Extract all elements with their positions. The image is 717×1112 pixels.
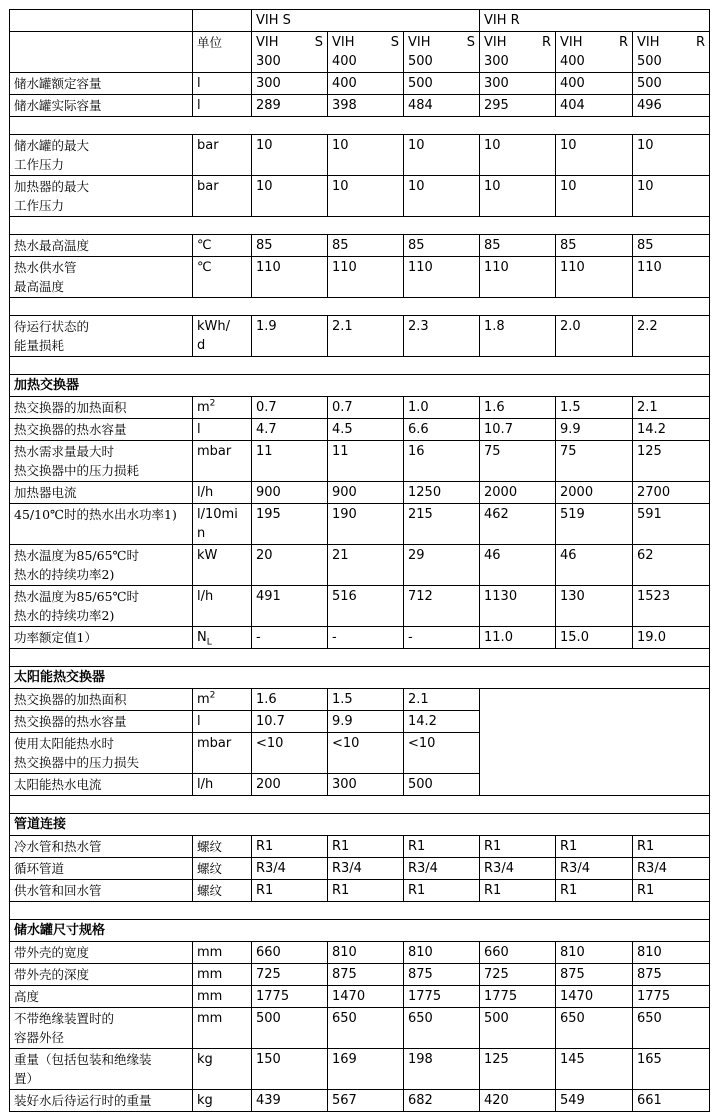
header-blank	[10, 32, 193, 73]
unit-header: 单位	[193, 32, 252, 73]
model-header	[252, 32, 328, 73]
section-heading: 太阳能热交换器	[10, 667, 710, 689]
spacer	[10, 298, 710, 316]
table-row	[10, 545, 710, 586]
table-row	[10, 586, 710, 627]
table-row	[10, 836, 710, 858]
table-row	[10, 73, 710, 95]
table-cell: 2.1	[328, 316, 404, 357]
table-cell: VIH	[408, 35, 431, 50]
table-cell: 875	[404, 964, 480, 986]
table-cell: 装好水后待运行时的重量	[10, 1090, 193, 1112]
table-cell: 循环管道	[10, 858, 193, 880]
section-row	[10, 920, 710, 942]
table-cell: 1.5	[328, 689, 404, 711]
table-cell: R1	[480, 880, 556, 902]
table-cell: 110	[480, 257, 556, 298]
spacer	[10, 649, 710, 667]
spacer-row	[10, 796, 710, 814]
table-cell: 11.0	[480, 627, 556, 649]
table-cell: bar	[193, 176, 252, 217]
table-cell: R3/4	[328, 858, 404, 880]
section-row	[10, 814, 710, 836]
table-cell: R3/4	[252, 858, 328, 880]
table-cell: R1	[404, 836, 480, 858]
table-cell: R3/4	[404, 858, 480, 880]
table-cell: 重量（包括包装和绝缘装 置）	[10, 1049, 193, 1090]
table-row	[10, 135, 710, 176]
table-cell: 491	[252, 586, 328, 627]
table-cell: 567	[328, 1090, 404, 1112]
table-cell: 519	[556, 504, 633, 545]
table-cell: 热交换器的加热面积	[10, 689, 193, 711]
table-row	[10, 986, 710, 1008]
model-header	[404, 32, 480, 73]
table-cell: kg	[193, 1090, 252, 1112]
table-cell: 2	[209, 398, 216, 409]
table-cell: 2.0	[556, 316, 633, 357]
model-header	[328, 32, 404, 73]
table-cell: kW	[193, 545, 252, 586]
table-cell: 10	[480, 176, 556, 217]
header-blank	[10, 10, 193, 32]
table-cell: 10	[556, 135, 633, 176]
table-cell: 725	[480, 964, 556, 986]
table-row	[10, 176, 710, 217]
table-cell: kg	[193, 1049, 252, 1090]
table-cell: 2.1	[633, 397, 710, 419]
table-cell: mm	[193, 986, 252, 1008]
table-cell: 200	[252, 774, 328, 796]
table-cell: 4.5	[328, 419, 404, 441]
table-cell: 21	[328, 545, 404, 586]
table-cell: 1.6	[252, 689, 328, 711]
table-row	[10, 627, 710, 649]
table-cell: bar	[193, 135, 252, 176]
model-header	[556, 32, 633, 73]
table-cell: 500	[637, 54, 662, 69]
table-row	[10, 441, 710, 482]
table-cell: 14.2	[404, 711, 480, 733]
table-cell: l	[193, 73, 252, 95]
table-cell: R3/4	[556, 858, 633, 880]
table-cell: l/h	[193, 774, 252, 796]
table-cell: 9.9	[328, 711, 404, 733]
table-cell	[193, 397, 252, 419]
table-cell: 10	[633, 176, 710, 217]
table-cell: 165	[633, 1049, 710, 1090]
table-cell: 85	[328, 235, 404, 257]
table-cell: 215	[404, 504, 480, 545]
table-cell: R	[541, 35, 552, 50]
table-cell: 725	[252, 964, 328, 986]
table-cell: 549	[556, 1090, 633, 1112]
table-cell: L	[206, 637, 212, 648]
table-cell: VIH	[332, 35, 355, 50]
table-cell: 85	[633, 235, 710, 257]
table-cell: 1470	[328, 986, 404, 1008]
table-cell: 46	[480, 545, 556, 586]
table-row	[10, 95, 710, 117]
table-cell: 500	[404, 73, 480, 95]
table-cell: 2.1	[404, 689, 480, 711]
table-row	[10, 942, 710, 964]
table-cell: 130	[556, 586, 633, 627]
table-cell: 420	[480, 1090, 556, 1112]
table-cell: 85	[480, 235, 556, 257]
table-cell: 10.7	[252, 711, 328, 733]
table-cell: 591	[633, 504, 710, 545]
table-cell: 300	[328, 774, 404, 796]
table-cell: N	[197, 630, 207, 645]
table-cell: 15.0	[556, 627, 633, 649]
table-row	[10, 880, 710, 902]
spacer	[10, 117, 710, 135]
table-cell: 热水温度为85/65℃时 热水的持续功率2)	[10, 586, 193, 627]
table-cell: R1	[404, 880, 480, 902]
table-cell: R3/4	[633, 858, 710, 880]
table-cell: 500	[408, 54, 433, 69]
table-cell: 1775	[480, 986, 556, 1008]
table-cell: l/10mi n	[193, 504, 252, 545]
header-blank	[193, 10, 252, 32]
table-cell: VIH	[256, 35, 279, 50]
table-cell: 660	[252, 942, 328, 964]
table-cell: R1	[328, 880, 404, 902]
table-cell: 300	[256, 54, 281, 69]
table-cell: 462	[480, 504, 556, 545]
table-cell: 439	[252, 1090, 328, 1112]
table-cell: l/h	[193, 482, 252, 504]
table-cell: 不带绝缘装置时的 容器外径	[10, 1008, 193, 1049]
table-cell: 20	[252, 545, 328, 586]
table-cell: 加热器电流	[10, 482, 193, 504]
table-cell: 400	[556, 73, 633, 95]
table-cell: l	[193, 711, 252, 733]
table-cell: 供水管和回水管	[10, 880, 193, 902]
table-cell: 398	[328, 95, 404, 117]
table-cell: 62	[633, 545, 710, 586]
spacer-row	[10, 298, 710, 316]
table-cell: 400	[328, 73, 404, 95]
spacer	[10, 902, 710, 920]
table-cell: 14.2	[633, 419, 710, 441]
table-cell: 650	[633, 1008, 710, 1049]
table-cell: 螺纹	[193, 858, 252, 880]
table-cell: 810	[328, 942, 404, 964]
table-cell: 带外壳的宽度	[10, 942, 193, 964]
table-cell: 热水需求量最大时 热交换器中的压力损耗	[10, 441, 193, 482]
table-cell: 875	[328, 964, 404, 986]
table-cell: 1470	[556, 986, 633, 1008]
table-cell: 110	[556, 257, 633, 298]
table-cell: R1	[633, 836, 710, 858]
table-cell: 19.0	[633, 627, 710, 649]
group-vih-s: VIH S	[252, 10, 480, 32]
table-row	[10, 504, 710, 545]
empty-block	[480, 689, 710, 796]
spacer	[10, 796, 710, 814]
table-cell: mbar	[193, 441, 252, 482]
table-cell: l/h	[193, 586, 252, 627]
table-cell: 螺纹	[193, 880, 252, 902]
table-cell: 2000	[480, 482, 556, 504]
table-cell: 2000	[556, 482, 633, 504]
table-cell: m	[197, 692, 210, 707]
table-cell: 650	[404, 1008, 480, 1049]
table-cell: 热交换器的热水容量	[10, 419, 193, 441]
table-cell: 1250	[404, 482, 480, 504]
table-cell: 16	[404, 441, 480, 482]
table-cell: 9.9	[556, 419, 633, 441]
spacer-row	[10, 117, 710, 135]
table-cell: ℃	[193, 235, 252, 257]
table-row	[10, 1049, 710, 1090]
section-heading: 加热交换器	[10, 375, 710, 397]
table-cell: 11	[252, 441, 328, 482]
spacer-row	[10, 217, 710, 235]
table-row	[10, 235, 710, 257]
table-cell: mbar	[193, 733, 252, 774]
table-cell: 10.7	[480, 419, 556, 441]
table-cell: 125	[633, 441, 710, 482]
spacer-row	[10, 357, 710, 375]
table-cell: R3/4	[480, 858, 556, 880]
table-cell: 1.9	[252, 316, 328, 357]
table-cell: 使用太阳能热水时 热交换器中的压力损失	[10, 733, 193, 774]
table-cell: m	[197, 400, 210, 415]
table-cell: 516	[328, 586, 404, 627]
table-cell: 6.6	[404, 419, 480, 441]
table-cell: 85	[404, 235, 480, 257]
table-cell: 810	[633, 942, 710, 964]
table-cell: 1.6	[480, 397, 556, 419]
table-cell: 冷水管和热水管	[10, 836, 193, 858]
table-cell: 2.2	[633, 316, 710, 357]
spec-table	[9, 9, 710, 1112]
table-cell: 500	[404, 774, 480, 796]
table-cell: 110	[633, 257, 710, 298]
table-cell: 500	[252, 1008, 328, 1049]
header-group-row	[10, 10, 710, 32]
table-cell: 1130	[480, 586, 556, 627]
table-cell: 85	[252, 235, 328, 257]
group-vih-r: VIH R	[480, 10, 710, 32]
table-cell: 661	[633, 1090, 710, 1112]
table-cell: l	[193, 419, 252, 441]
table-cell: 650	[556, 1008, 633, 1049]
table-row	[10, 689, 710, 711]
table-cell: 热水供水管 最高温度	[10, 257, 193, 298]
table-cell: 10	[252, 135, 328, 176]
table-cell: -	[404, 627, 480, 649]
table-cell: 2700	[633, 482, 710, 504]
table-cell: 400	[560, 54, 585, 69]
table-cell: 496	[633, 95, 710, 117]
table-cell: ℃	[193, 257, 252, 298]
table-cell: 875	[633, 964, 710, 986]
spacer-row	[10, 649, 710, 667]
table-cell: VIH	[560, 35, 583, 50]
table-cell: mm	[193, 942, 252, 964]
table-cell: kWh/ d	[193, 316, 252, 357]
table-cell: S	[390, 35, 399, 50]
table-cell: 11	[328, 441, 404, 482]
table-cell: 484	[404, 95, 480, 117]
table-cell: 热交换器的加热面积	[10, 397, 193, 419]
table-cell: 1.0	[404, 397, 480, 419]
table-cell: 10	[633, 135, 710, 176]
spacer	[10, 357, 710, 375]
table-cell: 0.7	[252, 397, 328, 419]
table-cell: 660	[480, 942, 556, 964]
table-cell: 10	[252, 176, 328, 217]
table-cell: 295	[480, 95, 556, 117]
table-cell: mm	[193, 1008, 252, 1049]
table-cell: 145	[556, 1049, 633, 1090]
table-cell: R	[618, 35, 629, 50]
table-cell: 150	[252, 1049, 328, 1090]
table-cell: 75	[480, 441, 556, 482]
table-cell: 190	[328, 504, 404, 545]
table-cell: 289	[252, 95, 328, 117]
table-cell: 198	[404, 1049, 480, 1090]
table-cell: S	[314, 35, 323, 50]
table-cell: VIH	[484, 35, 507, 50]
table-row	[10, 316, 710, 357]
table-cell: R1	[633, 880, 710, 902]
table-cell: 10	[328, 176, 404, 217]
table-cell: 10	[480, 135, 556, 176]
table-cell: 热水最高温度	[10, 235, 193, 257]
table-cell: 810	[556, 942, 633, 964]
table-cell: R1	[328, 836, 404, 858]
table-cell: 储水罐的最大 工作压力	[10, 135, 193, 176]
table-cell: 110	[404, 257, 480, 298]
spacer	[10, 217, 710, 235]
table-cell: 1775	[252, 986, 328, 1008]
model-header	[480, 32, 556, 73]
table-cell: 682	[404, 1090, 480, 1112]
table-cell: 85	[556, 235, 633, 257]
table-cell: 待运行状态的 能量损耗	[10, 316, 193, 357]
table-cell: 29	[404, 545, 480, 586]
table-cell: R1	[480, 836, 556, 858]
table-cell: R	[695, 35, 706, 50]
table-cell: 1775	[633, 986, 710, 1008]
table-cell: 110	[328, 257, 404, 298]
table-cell: 500	[480, 1008, 556, 1049]
table-cell: 900	[252, 482, 328, 504]
table-cell: 810	[404, 942, 480, 964]
table-cell: 650	[328, 1008, 404, 1049]
table-cell: 500	[633, 73, 710, 95]
table-cell: 300	[480, 73, 556, 95]
spacer-row	[10, 902, 710, 920]
header-model-row	[10, 32, 710, 73]
table-cell: 10	[404, 135, 480, 176]
table-cell: 75	[556, 441, 633, 482]
table-cell: 45/10℃时的热水出水功率1)	[10, 504, 193, 545]
table-row	[10, 482, 710, 504]
section-row	[10, 667, 710, 689]
table-cell	[193, 689, 252, 711]
table-cell: 169	[328, 1049, 404, 1090]
table-cell: 2	[209, 690, 216, 701]
table-cell: -	[328, 627, 404, 649]
table-cell: R1	[556, 836, 633, 858]
table-cell: R1	[556, 880, 633, 902]
table-cell: 1775	[404, 986, 480, 1008]
table-cell: 300	[484, 54, 509, 69]
table-row	[10, 964, 710, 986]
model-header	[633, 32, 710, 73]
table-cell: 1.8	[480, 316, 556, 357]
table-cell: mm	[193, 964, 252, 986]
table-cell: 900	[328, 482, 404, 504]
table-cell: VIH	[637, 35, 660, 50]
table-cell: 300	[252, 73, 328, 95]
table-cell: 加热器的最大 工作压力	[10, 176, 193, 217]
table-row	[10, 397, 710, 419]
table-cell: 875	[556, 964, 633, 986]
section-row	[10, 375, 710, 397]
table-cell: <10	[328, 733, 404, 774]
table-cell: l	[193, 95, 252, 117]
table-cell: 热交换器的热水容量	[10, 711, 193, 733]
table-cell: 10	[328, 135, 404, 176]
table-cell: 高度	[10, 986, 193, 1008]
table-row	[10, 858, 710, 880]
table-row	[10, 257, 710, 298]
table-cell: 1.5	[556, 397, 633, 419]
table-cell: 404	[556, 95, 633, 117]
table-row	[10, 1008, 710, 1049]
table-cell: R1	[252, 880, 328, 902]
table-cell: 储水罐额定容量	[10, 73, 193, 95]
table-cell: 125	[480, 1049, 556, 1090]
table-cell: 0.7	[328, 397, 404, 419]
table-cell: -	[252, 627, 328, 649]
table-cell: 带外壳的深度	[10, 964, 193, 986]
table-cell: 热水温度为85/65℃时 热水的持续功率2)	[10, 545, 193, 586]
section-heading: 管道连接	[10, 814, 710, 836]
table-cell: 螺纹	[193, 836, 252, 858]
table-cell: <10	[252, 733, 328, 774]
table-row	[10, 1090, 710, 1112]
table-cell	[193, 627, 252, 649]
table-cell: 10	[556, 176, 633, 217]
table-cell: 712	[404, 586, 480, 627]
table-cell: 2.3	[404, 316, 480, 357]
section-heading: 储水罐尺寸规格	[10, 920, 710, 942]
table-cell: 储水罐实际容量	[10, 95, 193, 117]
table-cell: 功率额定值1）	[10, 627, 193, 649]
table-cell: 400	[332, 54, 357, 69]
table-row	[10, 419, 710, 441]
table-cell: 太阳能热水电流	[10, 774, 193, 796]
table-cell: <10	[404, 733, 480, 774]
table-cell: 46	[556, 545, 633, 586]
table-cell: R1	[252, 836, 328, 858]
table-cell: S	[466, 35, 476, 50]
table-cell: 110	[252, 257, 328, 298]
table-cell: 195	[252, 504, 328, 545]
table-cell: 4.7	[252, 419, 328, 441]
table-cell: 10	[404, 176, 480, 217]
table-cell: 1523	[633, 586, 710, 627]
